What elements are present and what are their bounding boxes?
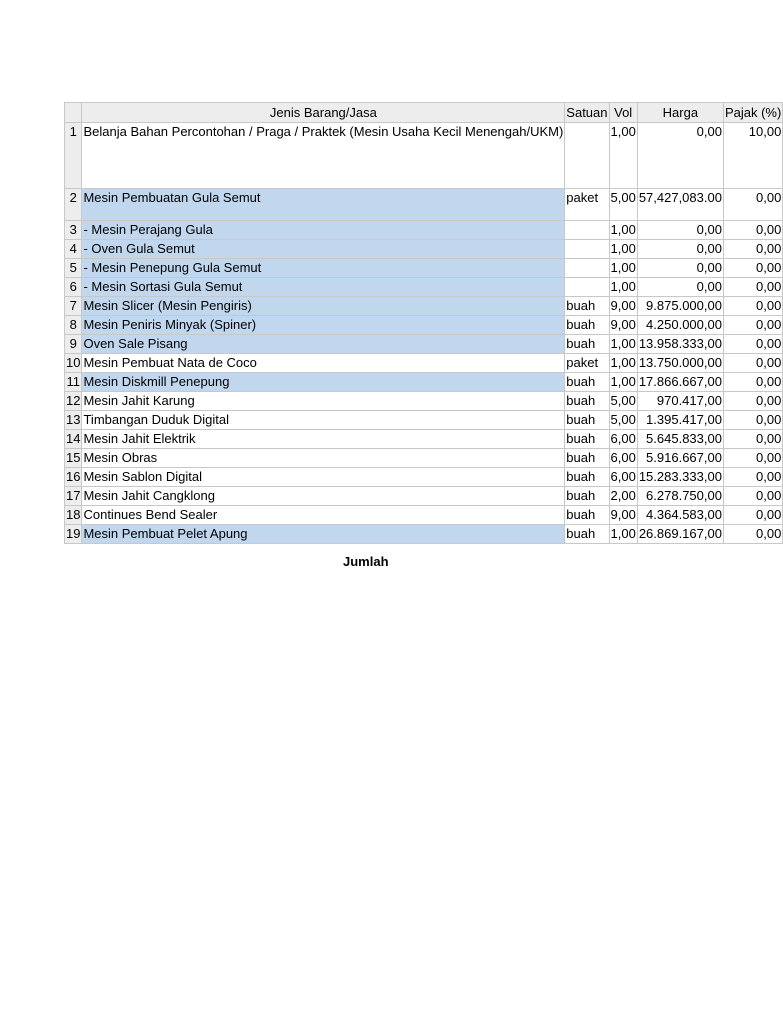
item-cell[interactable]: - Mesin Penepung Gula Semut <box>82 259 565 278</box>
total-label: Jumlah <box>343 554 389 569</box>
item-cell[interactable]: - Oven Gula Semut <box>82 240 565 259</box>
volume-cell[interactable]: 1,00 <box>609 278 637 297</box>
unit-cell[interactable] <box>565 221 609 240</box>
table-row <box>65 411 783 430</box>
price-cell[interactable]: 0,00 <box>637 240 723 259</box>
price-cell[interactable]: 15.283.333,00 <box>637 468 723 487</box>
item-cell[interactable]: Oven Sale Pisang <box>82 335 565 354</box>
tax-cell[interactable]: 10,00 <box>723 123 782 189</box>
tax-cell[interactable]: 0,00 <box>723 506 782 525</box>
row-number-cell[interactable]: 13 <box>65 411 82 430</box>
unit-cell[interactable]: buah <box>565 297 609 316</box>
unit-cell[interactable]: buah <box>565 335 609 354</box>
table-row <box>65 240 783 259</box>
item-cell[interactable]: Mesin Obras <box>82 449 565 468</box>
header-row <box>65 103 783 123</box>
header-row-number[interactable] <box>65 103 82 123</box>
price-cell[interactable]: 1.395.417,00 <box>637 411 723 430</box>
row-number-cell[interactable]: 19 <box>65 525 82 544</box>
volume-cell[interactable]: 5,00 <box>609 189 637 221</box>
tax-cell[interactable]: 0,00 <box>723 354 782 373</box>
row-number-cell[interactable]: 8 <box>65 316 82 335</box>
unit-cell[interactable] <box>565 259 609 278</box>
item-cell[interactable]: Mesin Slicer (Mesin Pengiris) <box>82 297 565 316</box>
table-row <box>65 335 783 354</box>
price-cell[interactable]: 0,00 <box>637 278 723 297</box>
tax-cell[interactable]: 0,00 <box>723 487 782 506</box>
item-cell[interactable]: Mesin Diskmill Penepung <box>82 373 565 392</box>
price-cell[interactable]: 26.869.167,00 <box>637 525 723 544</box>
header-price[interactable]: Harga <box>637 103 723 123</box>
row-number-cell[interactable]: 10 <box>65 354 82 373</box>
row-number-cell[interactable]: 18 <box>65 506 82 525</box>
row-number-cell[interactable]: 2 <box>65 189 82 221</box>
volume-cell[interactable]: 1,00 <box>609 525 637 544</box>
volume-cell[interactable]: 5,00 <box>609 392 637 411</box>
tax-cell[interactable]: 0,00 <box>723 221 782 240</box>
table-row <box>65 373 783 392</box>
unit-cell[interactable]: buah <box>565 411 609 430</box>
header-item[interactable]: Jenis Barang/Jasa <box>82 103 565 123</box>
tax-cell[interactable]: 0,00 <box>723 468 782 487</box>
price-cell[interactable]: 4.250.000,00 <box>637 316 723 335</box>
tax-cell[interactable]: 0,00 <box>723 411 782 430</box>
row-number-cell[interactable]: 16 <box>65 468 82 487</box>
row-number-cell[interactable]: 14 <box>65 430 82 449</box>
tax-cell[interactable]: 0,00 <box>723 316 782 335</box>
item-cell[interactable]: Mesin Jahit Elektrik <box>82 430 565 449</box>
unit-cell[interactable] <box>565 278 609 297</box>
tax-cell[interactable]: 0,00 <box>723 259 782 278</box>
volume-cell[interactable]: 6,00 <box>609 468 637 487</box>
tax-cell[interactable]: 0,00 <box>723 278 782 297</box>
volume-cell[interactable]: 1,00 <box>609 123 637 189</box>
unit-cell[interactable] <box>565 123 609 189</box>
price-cell[interactable]: 970.417,00 <box>637 392 723 411</box>
header-tax[interactable]: Pajak (%) <box>723 103 782 123</box>
tax-cell[interactable]: 0,00 <box>723 297 782 316</box>
tax-cell[interactable]: 0,00 <box>723 240 782 259</box>
row-number-cell[interactable]: 4 <box>65 240 82 259</box>
volume-cell[interactable]: 9,00 <box>609 297 637 316</box>
row-number-cell[interactable]: 15 <box>65 449 82 468</box>
table-row <box>65 297 783 316</box>
table-row <box>65 354 783 373</box>
item-cell[interactable]: Timbangan Duduk Digital <box>82 411 565 430</box>
unit-cell[interactable]: buah <box>565 316 609 335</box>
item-cell[interactable]: Mesin Jahit Karung <box>82 392 565 411</box>
price-cell[interactable]: 6.278.750,00 <box>637 487 723 506</box>
unit-cell[interactable]: paket <box>565 354 609 373</box>
item-cell[interactable]: Continues Bend Sealer <box>82 506 565 525</box>
volume-cell[interactable]: 1,00 <box>609 354 637 373</box>
table-row <box>65 468 783 487</box>
volume-cell[interactable]: 9,00 <box>609 316 637 335</box>
tax-cell[interactable]: 0,00 <box>723 335 782 354</box>
volume-cell[interactable]: 6,00 <box>609 449 637 468</box>
row-number-cell[interactable]: 6 <box>65 278 82 297</box>
item-cell[interactable]: - Mesin Sortasi Gula Semut <box>82 278 565 297</box>
volume-cell[interactable]: 5,00 <box>609 411 637 430</box>
price-cell[interactable]: 57,427,083.00 <box>637 189 723 221</box>
tax-cell[interactable]: 0,00 <box>723 392 782 411</box>
tax-cell[interactable]: 0,00 <box>723 373 782 392</box>
volume-cell[interactable]: 1,00 <box>609 240 637 259</box>
table-row <box>65 123 783 189</box>
table-row <box>65 189 783 221</box>
unit-cell[interactable]: buah <box>565 487 609 506</box>
tax-cell[interactable]: 0,00 <box>723 430 782 449</box>
item-cell[interactable]: Belanja Bahan Percontohan / Praga / Praktek (Mesin Usaha Kecil Menengah/UKM) <box>82 123 565 189</box>
row-number-cell[interactable]: 5 <box>65 259 82 278</box>
table-row <box>65 259 783 278</box>
item-cell[interactable]: Mesin Pembuat Pelet Apung <box>82 525 565 544</box>
item-cell[interactable]: - Mesin Perajang Gula <box>82 221 565 240</box>
table-row <box>65 525 783 544</box>
volume-cell[interactable]: 1,00 <box>609 259 637 278</box>
table-row <box>65 316 783 335</box>
volume-cell[interactable]: 1,00 <box>609 335 637 354</box>
row-number-cell[interactable]: 11 <box>65 373 82 392</box>
volume-cell[interactable]: 1,00 <box>609 221 637 240</box>
unit-cell[interactable]: buah <box>565 525 609 544</box>
row-number-cell[interactable]: 1 <box>65 123 82 189</box>
row-number-cell[interactable]: 12 <box>65 392 82 411</box>
volume-cell[interactable]: 6,00 <box>609 430 637 449</box>
volume-cell[interactable]: 9,00 <box>609 506 637 525</box>
header-volume[interactable]: Vol <box>609 103 637 123</box>
price-cell[interactable]: 17.866.667,00 <box>637 373 723 392</box>
price-cell[interactable]: 5.645.833,00 <box>637 430 723 449</box>
row-number-cell[interactable]: 17 <box>65 487 82 506</box>
volume-cell[interactable]: 1,00 <box>609 373 637 392</box>
item-cell[interactable]: Mesin Peniris Minyak (Spiner) <box>82 316 565 335</box>
volume-cell[interactable]: 2,00 <box>609 487 637 506</box>
items-table <box>64 102 783 544</box>
table-row <box>65 278 783 297</box>
table-row <box>65 449 783 468</box>
row-number-cell[interactable]: 7 <box>65 297 82 316</box>
table-row <box>65 392 783 411</box>
item-cell[interactable]: Mesin Jahit Cangklong <box>82 487 565 506</box>
unit-cell[interactable]: paket <box>565 189 609 221</box>
row-number-cell[interactable]: 3 <box>65 221 82 240</box>
price-cell[interactable]: 4.364.583,00 <box>637 506 723 525</box>
table-row <box>65 487 783 506</box>
price-cell[interactable]: 0,00 <box>637 123 723 189</box>
price-cell[interactable]: 13.958.333,00 <box>637 335 723 354</box>
header-unit[interactable]: Satuan <box>565 103 609 123</box>
tax-cell[interactable]: 0,00 <box>723 449 782 468</box>
tax-cell[interactable]: 0,00 <box>723 525 782 544</box>
table-row <box>65 506 783 525</box>
item-cell[interactable]: Mesin Sablon Digital <box>82 468 565 487</box>
tax-cell[interactable]: 0,00 <box>723 189 782 221</box>
unit-cell[interactable]: buah <box>565 430 609 449</box>
item-cell[interactable]: Mesin Pembuatan Gula Semut <box>82 189 565 221</box>
price-cell[interactable]: 0,00 <box>637 259 723 278</box>
row-number-cell[interactable]: 9 <box>65 335 82 354</box>
item-cell[interactable]: Mesin Pembuat Nata de Coco <box>82 354 565 373</box>
unit-cell[interactable]: buah <box>565 449 609 468</box>
price-cell[interactable]: 0,00 <box>637 221 723 240</box>
unit-cell[interactable] <box>565 240 609 259</box>
price-cell[interactable]: 13.750.000,00 <box>637 354 723 373</box>
price-cell[interactable]: 5.916.667,00 <box>637 449 723 468</box>
unit-cell[interactable]: buah <box>565 373 609 392</box>
unit-cell[interactable]: buah <box>565 506 609 525</box>
price-cell[interactable]: 9.875.000,00 <box>637 297 723 316</box>
unit-cell[interactable]: buah <box>565 468 609 487</box>
unit-cell[interactable]: buah <box>565 392 609 411</box>
table-row <box>65 221 783 240</box>
table-body <box>65 123 783 544</box>
table-row <box>65 430 783 449</box>
